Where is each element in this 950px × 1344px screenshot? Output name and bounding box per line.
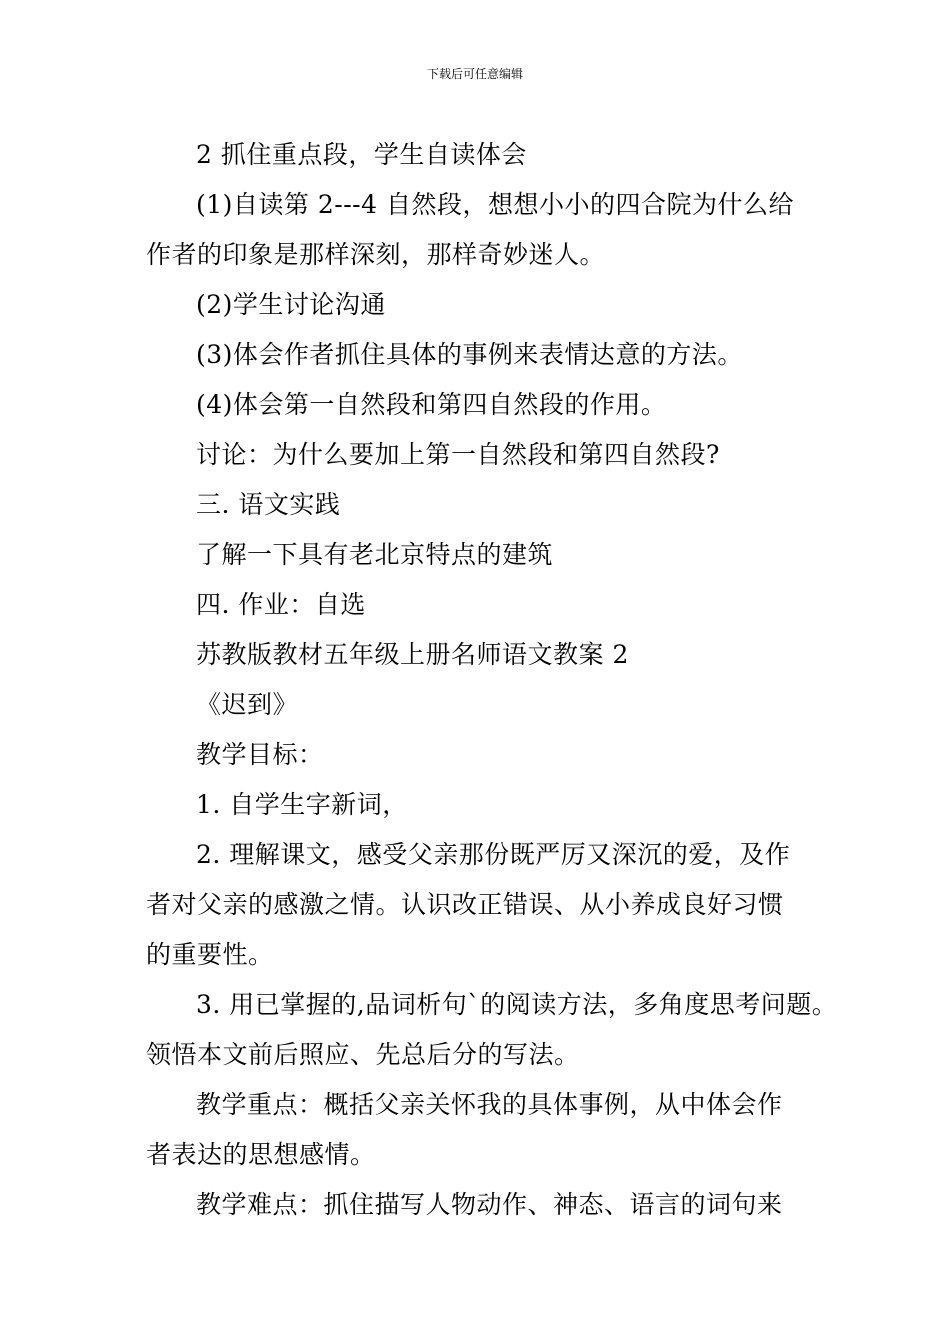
paragraph-line: 者对父亲的感激之情。认识改正错误、从小养成良好习惯	[146, 890, 784, 919]
paragraph-line: 1. 自学生字新词，	[196, 790, 408, 819]
paragraph-line: (2)学生讨论沟通	[196, 290, 386, 319]
paragraph-line: 3. 用已掌握的,品词析句`的阅读方法，多角度思考问题。	[196, 990, 838, 1019]
paragraph-line: 讨论：为什么要加上第一自然段和第四自然段?	[196, 440, 720, 469]
document-body	[146, 130, 838, 1230]
paragraph-line: 教学难点：抓住描写人物动作、神态、语言的词句来	[196, 1190, 783, 1219]
page-header: 下载后可任意编辑	[426, 67, 523, 81]
paragraph-line: 的重要性。	[146, 940, 274, 969]
paragraph-line: 领悟本文前后照应、先总后分的写法。	[146, 1040, 580, 1069]
objectives-heading: 教学目标：	[196, 740, 324, 769]
paragraph-line: 2. 理解课文，感受父亲那份既严厉又深沉的爱，及作	[196, 840, 791, 869]
paragraph-line: (3)体会作者抓住具体的事例来表情达意的方法。	[196, 340, 743, 369]
section-heading: 三. 语文实践	[196, 490, 341, 519]
paragraph-line: 2 抓住重点段，学生自读体会	[196, 140, 527, 169]
paragraph-line: 了解一下具有老北京特点的建筑	[196, 540, 554, 569]
lesson-title: 苏教版教材五年级上册名师语文教案 2	[196, 640, 629, 669]
paragraph-line: (4)体会第一自然段和第四自然段的作用。	[196, 390, 667, 419]
section-heading: 四. 作业：自选	[196, 590, 366, 619]
paragraph-line: 教学重点：概括父亲关怀我的具体事例，从中体会作	[196, 1090, 783, 1119]
paragraph-line: 作者的印象是那样深刻，那样奇妙迷人。	[146, 240, 606, 269]
article-title: 《迟到》	[196, 690, 299, 719]
paragraph-line: 者表达的思想感情。	[146, 1140, 376, 1169]
paragraph-line: (1)自读第 2---4 自然段，想想小小的四合院为什么给	[196, 190, 794, 219]
